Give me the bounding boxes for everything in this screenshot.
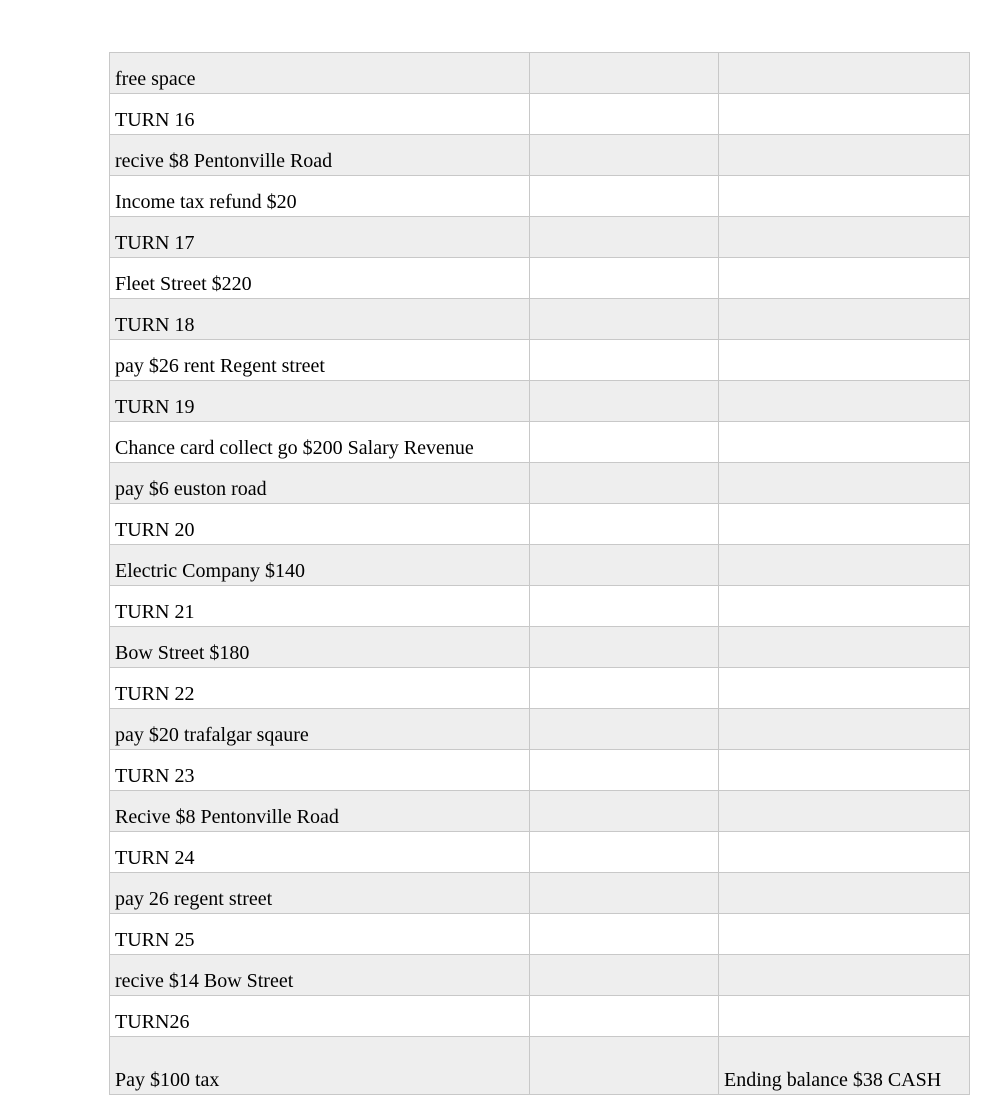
- table-cell-col2[interactable]: [530, 217, 719, 258]
- table-cell-col3[interactable]: [719, 545, 970, 586]
- table-cell-col1[interactable]: TURN 19: [110, 381, 530, 422]
- table-cell-col1[interactable]: Income tax refund $20: [110, 176, 530, 217]
- table-cell-col3[interactable]: [719, 873, 970, 914]
- table-row: [110, 463, 970, 504]
- table-cell-col2[interactable]: [530, 955, 719, 996]
- table-cell-col3[interactable]: [719, 299, 970, 340]
- table-cell-col1[interactable]: pay $20 trafalgar sqaure: [110, 709, 530, 750]
- table-cell-col1[interactable]: Bow Street $180: [110, 627, 530, 668]
- spreadsheet-table: [109, 52, 970, 1095]
- table-cell-col1[interactable]: free space: [110, 53, 530, 94]
- table-cell-col2[interactable]: [530, 873, 719, 914]
- table-cell-col2[interactable]: [530, 53, 719, 94]
- table-cell-col2[interactable]: [530, 504, 719, 545]
- table-row: [110, 914, 970, 955]
- table-row: [110, 955, 970, 996]
- table-cell-col2[interactable]: [530, 422, 719, 463]
- table-row: [110, 668, 970, 709]
- table-cell-col3[interactable]: [719, 955, 970, 996]
- table-cell-col2[interactable]: [530, 135, 719, 176]
- table-row: [110, 586, 970, 627]
- table-cell-col2[interactable]: [530, 709, 719, 750]
- table-cell-col2[interactable]: [530, 791, 719, 832]
- table-row: [110, 1037, 970, 1095]
- table-row: [110, 996, 970, 1037]
- table-cell-col2[interactable]: [530, 996, 719, 1037]
- table-cell-col1[interactable]: TURN 22: [110, 668, 530, 709]
- table-cell-col1[interactable]: pay 26 regent street: [110, 873, 530, 914]
- table-cell-col1[interactable]: TURN 23: [110, 750, 530, 791]
- table-cell-col2[interactable]: [530, 586, 719, 627]
- table-cell-col1[interactable]: TURN 20: [110, 504, 530, 545]
- table-cell-col2[interactable]: [530, 750, 719, 791]
- table-cell-col3[interactable]: [719, 463, 970, 504]
- table-cell-col2[interactable]: [530, 258, 719, 299]
- table-cell-col3[interactable]: [719, 422, 970, 463]
- table-row: [110, 135, 970, 176]
- table-cell-col1[interactable]: TURN 18: [110, 299, 530, 340]
- table-cell-col2[interactable]: [530, 627, 719, 668]
- table-cell-col1[interactable]: TURN 21: [110, 586, 530, 627]
- table-cell-col3[interactable]: [719, 258, 970, 299]
- table-row: [110, 873, 970, 914]
- table-cell-col2[interactable]: [530, 463, 719, 504]
- table-cell-col3[interactable]: [719, 750, 970, 791]
- table-cell-col3[interactable]: [719, 709, 970, 750]
- table-cell-col1[interactable]: pay $6 euston road: [110, 463, 530, 504]
- table-cell-col2[interactable]: [530, 176, 719, 217]
- table-cell-col1[interactable]: recive $8 Pentonville Road: [110, 135, 530, 176]
- table-row: [110, 381, 970, 422]
- table-cell-col3[interactable]: [719, 135, 970, 176]
- table-row: [110, 832, 970, 873]
- table-cell-col3[interactable]: Ending balance $38 CASH: [719, 1037, 970, 1095]
- table-row: [110, 504, 970, 545]
- table-cell-col3[interactable]: [719, 586, 970, 627]
- table-row: [110, 258, 970, 299]
- table-cell-col1[interactable]: pay $26 rent Regent street: [110, 340, 530, 381]
- table-cell-col1[interactable]: Electric Company $140: [110, 545, 530, 586]
- table-row: [110, 627, 970, 668]
- table-cell-col2[interactable]: [530, 914, 719, 955]
- table-row: [110, 217, 970, 258]
- table-cell-col3[interactable]: [719, 627, 970, 668]
- table-cell-col1[interactable]: Recive $8 Pentonville Road: [110, 791, 530, 832]
- table-cell-col3[interactable]: [719, 217, 970, 258]
- table-cell-col2[interactable]: [530, 545, 719, 586]
- table-row: [110, 791, 970, 832]
- table-cell-col3[interactable]: [719, 53, 970, 94]
- table-row: [110, 750, 970, 791]
- table-cell-col2[interactable]: [530, 94, 719, 135]
- table-cell-col3[interactable]: [719, 94, 970, 135]
- table-cell-col1[interactable]: TURN 25: [110, 914, 530, 955]
- table-cell-col1[interactable]: TURN 17: [110, 217, 530, 258]
- table-cell-col3[interactable]: [719, 996, 970, 1037]
- spreadsheet-body: [110, 53, 970, 1095]
- table-row: [110, 709, 970, 750]
- table-cell-col3[interactable]: [719, 340, 970, 381]
- table-cell-col1[interactable]: Chance card collect go $200 Salary Revenue: [110, 422, 530, 463]
- table-row: [110, 422, 970, 463]
- table-cell-col2[interactable]: [530, 1037, 719, 1095]
- table-cell-col2[interactable]: [530, 832, 719, 873]
- table-cell-col3[interactable]: [719, 914, 970, 955]
- table-cell-col1[interactable]: TURN 16: [110, 94, 530, 135]
- table-cell-col3[interactable]: [719, 791, 970, 832]
- table-cell-col2[interactable]: [530, 299, 719, 340]
- table-cell-col1[interactable]: recive $14 Bow Street: [110, 955, 530, 996]
- table-row: [110, 94, 970, 135]
- table-row: [110, 299, 970, 340]
- table-cell-col3[interactable]: [719, 504, 970, 545]
- table-row: [110, 545, 970, 586]
- table-row: [110, 340, 970, 381]
- table-cell-col1[interactable]: Pay $100 tax: [110, 1037, 530, 1095]
- table-cell-col2[interactable]: [530, 340, 719, 381]
- table-row: [110, 176, 970, 217]
- table-cell-col1[interactable]: TURN26: [110, 996, 530, 1037]
- table-cell-col2[interactable]: [530, 668, 719, 709]
- table-cell-col1[interactable]: Fleet Street $220: [110, 258, 530, 299]
- table-cell-col2[interactable]: [530, 381, 719, 422]
- table-row: [110, 53, 970, 94]
- table-cell-col3[interactable]: [719, 668, 970, 709]
- table-cell-col1[interactable]: TURN 24: [110, 832, 530, 873]
- table-cell-col3[interactable]: [719, 832, 970, 873]
- table-cell-col3[interactable]: [719, 381, 970, 422]
- table-cell-col3[interactable]: [719, 176, 970, 217]
